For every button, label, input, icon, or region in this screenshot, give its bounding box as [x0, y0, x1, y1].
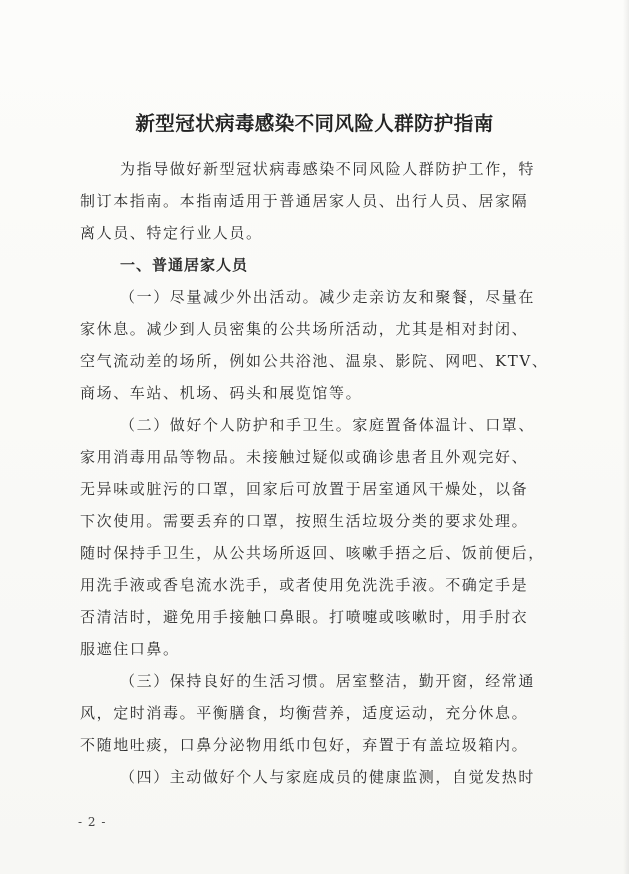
paragraph-line: 不随地吐痰，口鼻分泌物用纸巾包好，弃置于有盖垃圾箱内。 — [80, 736, 529, 754]
paragraph-line: （三）保持良好的生活习惯。居室整洁，勤开窗，经常通 — [120, 672, 536, 690]
intro-line: 为指导做好新型冠状病毒感染不同风险人群防护工作，特 — [120, 160, 536, 178]
section-heading: 一、普通居家人员 — [120, 256, 249, 274]
paragraph-line: 商场、车站、机场、码头和展览馆等。 — [80, 384, 363, 402]
paragraph-line: 家休息。减少到人员密集的公共场所活动，尤其是相对封闭、 — [80, 320, 529, 338]
page-number: - 2 - — [78, 815, 107, 829]
paragraph-line: 下次使用。需要丢弃的口罩，按照生活垃圾分类的要求处理。 — [80, 512, 529, 530]
paragraph-line: 服遮住口鼻。 — [80, 640, 180, 658]
paragraph-line: 无异味或脏污的口罩，回家后可放置于居室通风干燥处，以备 — [80, 480, 529, 498]
paragraph-line: 风，定时消毒。平衡膳食，均衡营养，适度运动，充分休息。 — [80, 704, 529, 722]
intro-line: 离人员、特定行业人员。 — [80, 224, 263, 242]
paragraph-line: （四）主动做好个人与家庭成员的健康监测，自觉发热时 — [120, 768, 536, 786]
paragraph-line: 随时保持手卫生，从公共场所返回、咳嗽手捂之后、饭前便后， — [80, 544, 545, 562]
page-title: 新型冠状病毒感染不同风险人群防护指南 — [135, 112, 494, 135]
paragraph-line: 否清洁时，避免用手接触口鼻眼。打喷嚏或咳嗽时，用手肘衣 — [80, 608, 529, 626]
paragraph-line: 用洗手液或香皂流水洗手，或者使用免洗洗手液。不确定手是 — [80, 576, 529, 594]
paragraph-line: （二）做好个人防护和手卫生。家庭置备体温计、口罩、 — [120, 416, 536, 434]
paragraph-line: 空气流动差的场所，例如公共浴池、温泉、影院、网吧、KTV、 — [80, 352, 549, 370]
intro-line: 制订本指南。本指南适用于普通居家人员、出行人员、居家隔 — [80, 192, 529, 210]
paragraph-line: （一）尽量减少外出活动。减少走亲访友和聚餐，尽量在 — [120, 288, 536, 306]
scan-shadow-edge — [623, 0, 629, 874]
paragraph-line: 家用消毒用品等物品。未接触过疑似或确诊患者且外观完好、 — [80, 448, 529, 466]
